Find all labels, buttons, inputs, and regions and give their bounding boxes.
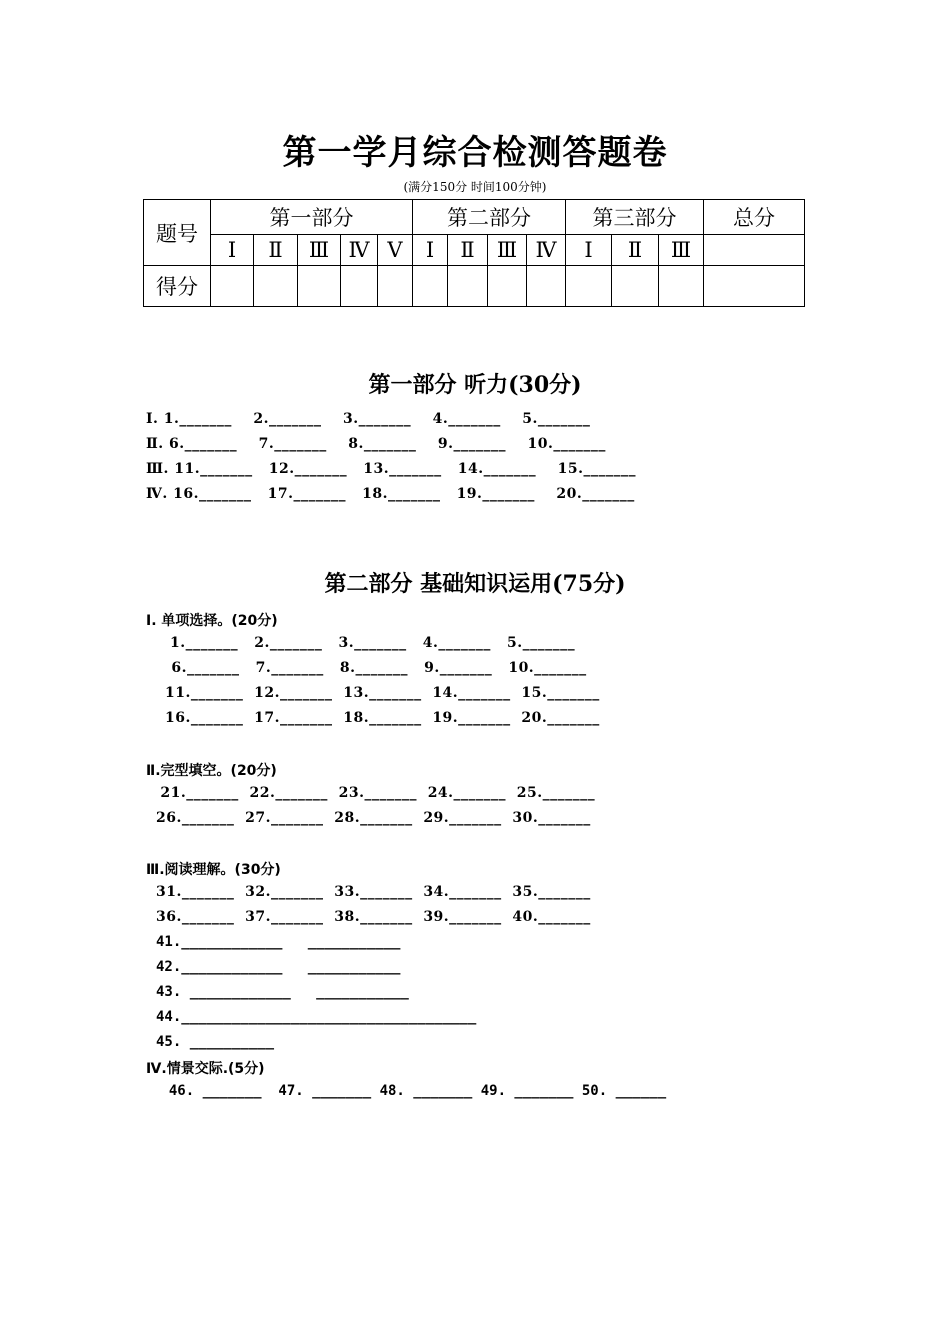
single-choice-line: 11._______ 12._______ 13._______ 14._______ 15._______ (165, 685, 600, 701)
cloze-line: 21._______ 22._______ 23._______ 24._______ 25._______ (155, 785, 596, 801)
part3-col: Ⅲ (659, 235, 704, 266)
total-header: 总分 (704, 200, 805, 235)
part2-col: Ⅲ (488, 235, 527, 266)
part3-col: Ⅰ (566, 235, 612, 266)
score-cell[interactable] (448, 266, 488, 307)
score-cell[interactable] (612, 266, 659, 307)
question-number-label: 题号 (144, 200, 211, 266)
part1-col: Ⅱ (254, 235, 298, 266)
single-choice-line: 16._______ 17._______ 18._______ 19._______ 20._______ (165, 710, 600, 726)
single-choice-line: 1._______ 2._______ 3._______ 4._______ 5._______ (170, 635, 576, 651)
cloze-line: 26._______ 27._______ 28._______ 29._______ 30._______ (156, 810, 591, 826)
part2-col: Ⅰ (413, 235, 448, 266)
part1-col: Ⅲ (298, 235, 341, 266)
score-cell[interactable] (659, 266, 704, 307)
score-cell[interactable] (378, 266, 413, 307)
score-cell[interactable] (298, 266, 341, 307)
score-cell[interactable] (211, 266, 254, 307)
part1-col: Ⅴ (378, 235, 413, 266)
page-title: 第一学月综合检测答题卷 (282, 133, 668, 173)
dialogue-line: 46. _______ 47. _______ 48. _______ 49. _______ 50. ______ (152, 1083, 667, 1099)
reading-line: 43. ____________ ___________ (156, 984, 409, 1000)
section1-title: 第一部分 听力(30分) (368, 372, 582, 398)
total-score-cell[interactable] (704, 266, 805, 307)
part1-col: Ⅳ (341, 235, 378, 266)
reading-line: 31._______ 32._______ 33._______ 34._______ 35._______ (156, 884, 591, 900)
dialogue-heading: Ⅳ.情景交际.(5分) (146, 1061, 265, 1077)
score-cell[interactable] (488, 266, 527, 307)
reading-line: 41.____________ ___________ (156, 934, 401, 950)
listening-line: Ⅰ. 1._______ 2._______ 3._______ 4._______ 5._______ (146, 411, 591, 427)
total-cell-blank (704, 235, 805, 266)
single-choice-line: 6._______ 7._______ 8._______ 9._______ 10._______ (166, 660, 587, 676)
single-choice-heading: Ⅰ. 单项选择。(20分) (146, 613, 278, 629)
score-cell[interactable] (341, 266, 378, 307)
part3-header: 第三部分 (566, 200, 704, 235)
part1-col: Ⅰ (211, 235, 254, 266)
page-subtitle: (满分150分 时间100分钟) (403, 180, 547, 194)
listening-line: Ⅳ. 16._______ 17._______ 18._______ 19._______ 20._______ (146, 486, 635, 502)
score-table (143, 199, 805, 307)
listening-line: Ⅱ. 6._______ 7._______ 8._______ 9._______ 10._______ (146, 436, 606, 452)
part2-header: 第二部分 (413, 200, 566, 235)
cloze-heading: Ⅱ.完型填空。(20分) (146, 763, 277, 779)
score-cell[interactable] (566, 266, 612, 307)
section2-title: 第二部分 基础知识运用(75分) (324, 571, 626, 597)
part1-header: 第一部分 (211, 200, 413, 235)
reading-line: 42.____________ ___________ (156, 959, 401, 975)
reading-line: 45. __________ (156, 1034, 275, 1050)
reading-heading: Ⅲ.阅读理解。(30分) (146, 862, 281, 878)
reading-line: 44.___________________________________ (156, 1009, 477, 1025)
part2-col: Ⅳ (527, 235, 566, 266)
part2-col: Ⅱ (448, 235, 488, 266)
part3-col: Ⅱ (612, 235, 659, 266)
score-cell[interactable] (254, 266, 298, 307)
score-cell[interactable] (413, 266, 448, 307)
listening-line: Ⅲ. 11._______ 12._______ 13._______ 14._______ 15._______ (146, 461, 636, 477)
score-label: 得分 (144, 266, 211, 307)
reading-line: 36._______ 37._______ 38._______ 39._______ 40._______ (156, 909, 591, 925)
score-cell[interactable] (527, 266, 566, 307)
